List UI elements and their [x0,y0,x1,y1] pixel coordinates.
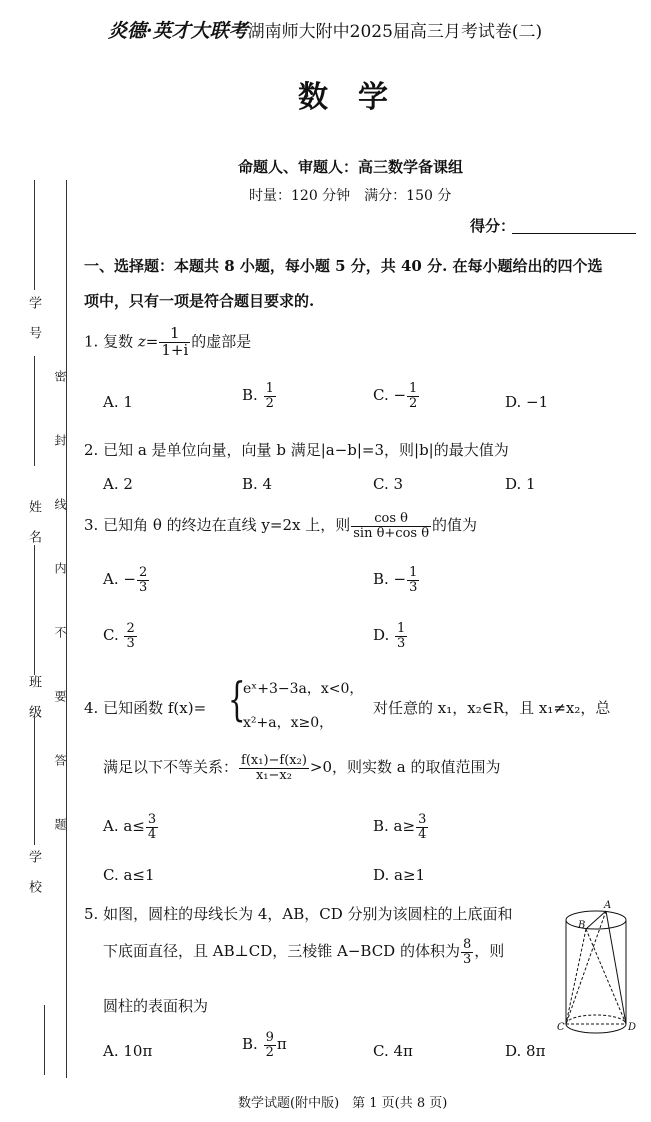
segment-ac [566,911,606,1024]
q4-line2: 满足以下不等关系： $\frac{\text{f(x₁)−f(x₂)}}{\text{x₁−x₂}}$ >0，则实数 a 的取值范围为 [103,753,501,783]
q2-option-d[interactable]: D. 1 [505,475,536,493]
q5-option-b[interactable]: B. $\frac{9}{2}$ π [242,1030,287,1060]
q3-fraction: $\frac{\text{cos θ}}{\text{sin θ+cos θ}}$ [353,511,430,541]
section-heading-line1: 一、选择题：本题共 8 小题，每小题 5 分，共 40 分. 在每小题给出的四个选 [84,257,603,275]
q5-line1: 5. 如图，圆柱的母线长为 4，AB，CD 分别为该圆柱的上底面和 [84,905,513,923]
exam-title: 湖南师大附中2025届高三月考试卷(二) [247,22,543,42]
authors: 命题人、审题人：高三数学备课组 [238,158,464,176]
name-label: 姓 名 [26,500,41,545]
binding-line-outer [44,1005,45,1075]
q2-stem: 2. 已知 a 是单位向量，向量 b 满足|a−b|=3，则|b|的最大值为 [84,441,509,459]
time-score: 时量：120 分钟 满分：150 分 [249,188,452,204]
q3-option-c[interactable]: C. $\frac{2}{3}$ [103,621,135,651]
segment-bc [566,929,586,1024]
class-label: 班 级 [26,675,41,720]
q1-option-c[interactable]: C. − $\frac{1}{2}$ [373,381,418,411]
score-blank [512,233,636,234]
cylinder-figure [556,898,646,1038]
segment-ab [586,911,606,929]
q4-case1: eˣ+3−3a，x<0， [243,681,364,697]
q4-case2: x²+a，x≥0， [243,715,334,731]
section-heading-line2: 项中，只有一项是符合题目要求的. [84,292,315,310]
brand-name: 炎德·英才大联考 [108,20,248,42]
q4-stem-prefix: 4. 已知函数 f(x)= [84,699,207,717]
bottom-ellipse-front [566,1024,626,1033]
q5-line3: 圆柱的表面积为 [103,997,209,1015]
q2-option-a[interactable]: A. 2 [103,475,133,493]
page-footer: 数学试题(附中版) 第 1 页(共 8 页) [238,1096,448,1111]
segment-bd [586,929,626,1024]
q4-fraction: $\frac{\text{f(x₁)−f(x₂)}}{\text{x₁−x₂}}$ [241,753,307,783]
subject-title: 数 学 [298,80,388,115]
label-a: A [604,900,612,911]
label-d: D [628,1022,637,1033]
q5-fraction: $\frac{8}{3}$ [462,937,472,967]
q4-option-d[interactable]: D. a≥1 [373,866,426,884]
label-c: C [557,1022,565,1033]
student-id-label: 学 号 [26,296,41,341]
student-id-blank [34,180,35,290]
q1-fraction: $\frac{1}{1+i}$ [161,324,189,359]
segment-ad [606,911,626,1024]
q2-option-c[interactable]: C. 3 [373,475,404,493]
q4-option-b[interactable]: B. a≥ $\frac{3}{4}$ [373,812,427,842]
q5-option-c[interactable]: C. 4π [373,1042,413,1060]
name-blank [34,356,35,466]
q2-option-b[interactable]: B. 4 [242,475,273,493]
school-label: 学 校 [26,850,41,895]
q4-option-a[interactable]: A. a≤ $\frac{3}{4}$ [103,812,157,842]
bottom-ellipse-back [566,1015,626,1024]
q4-stem-suffix: 对任意的 x₁，x₂∈R，且 x₁≠x₂，总 [373,699,611,717]
q1-option-b[interactable]: B. $\frac{1}{2}$ [242,381,274,411]
score-label: 得分： [470,217,516,235]
q3-option-a[interactable]: A. − $\frac{2}{3}$ [103,565,148,595]
q5-option-d[interactable]: D. 8π [505,1042,546,1060]
q4-option-c[interactable]: C. a≤1 [103,866,155,884]
q1-stem: 1. 复数 z= $\frac{1}{1+i}$ 的虚部是 [84,324,252,359]
q3-option-b[interactable]: B. − $\frac{1}{3}$ [373,565,418,595]
q3-option-d[interactable]: D. $\frac{1}{3}$ [373,621,406,651]
q5-line2: 下底面直径，且 AB⊥CD，三棱锥 A−BCD 的体积为 $\frac{8}{3}$ ，则 [103,937,505,967]
exam-header [108,16,542,43]
q1-option-a[interactable]: A. 1 [103,393,133,411]
q3-stem: 3. 已知角 θ 的终边在直线 y=2x 上，则 $\frac{\text{cos θ}}{\text{sin θ+cos θ}}$ 的值为 [84,511,478,541]
q1-option-d[interactable]: D. −1 [505,393,549,411]
school-blank [34,715,35,845]
class-blank [34,545,35,675]
q5-option-a[interactable]: A. 10π [103,1042,153,1060]
label-b: B [578,920,586,931]
q4-brace: { [228,672,246,726]
seal-notice: 密 封 线 内 不 要 答 题 [53,370,67,850]
